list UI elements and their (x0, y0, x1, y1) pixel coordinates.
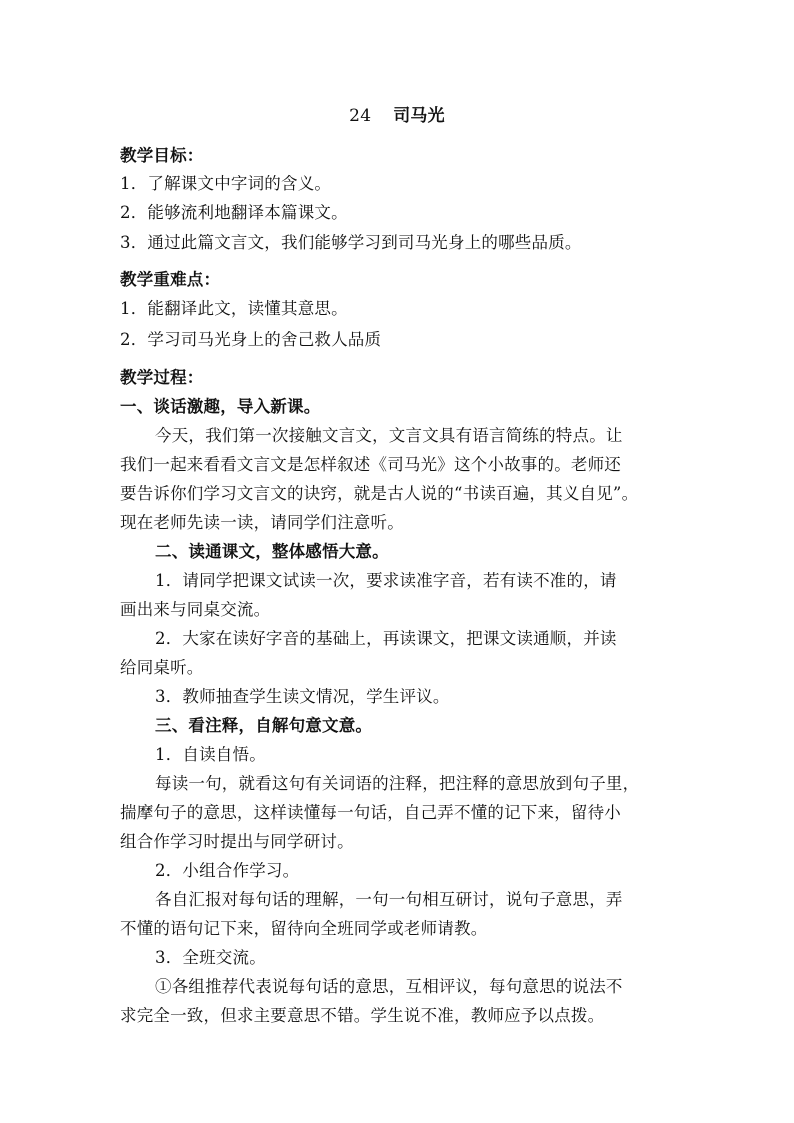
paragraph-line: 今天，我们第一次接触文言文，文言文具有语言简练的特点。让 (155, 426, 623, 445)
list-item: 3．全班交流。 (155, 948, 266, 967)
goal-item: 3．通过此篇文言文，我们能够学习到司马光身上的哪些品质。 (120, 233, 582, 252)
goals-heading: 教学目标： (120, 146, 204, 165)
goal-item: 2．能够流利地翻译本篇课文。 (120, 203, 348, 222)
paragraph-line: 揣摩句子的意思，这样读懂每一句话，自己弄不懂的记下来，留待小 (120, 803, 621, 822)
paragraph-line: 我们一起来看看文言文是怎样叙述《司马光》这个小故事的。老师还 (120, 455, 621, 474)
section-heading: 二、读通课文，整体感悟大意。 (155, 542, 389, 561)
goal-item: 1．了解课文中字词的含义。 (120, 174, 332, 193)
lesson-number: 24 (349, 106, 372, 126)
lesson-title: 司马光 (393, 106, 445, 126)
paragraph-line: 要告诉你们学习文言文的诀窍，就是古人说的“书读百遍，其义自见”。 (120, 484, 639, 503)
paragraph-line: ①各组推荐代表说每句话的意思，互相评议，每句意思的说法不 (155, 977, 623, 996)
section-heading: 三、看注释，自解句意文意。 (155, 716, 373, 735)
key-points-heading: 教学重难点： (120, 270, 221, 289)
process-heading: 教学过程： (120, 368, 204, 387)
list-item-continuation: 给同桌听。 (120, 658, 204, 677)
list-item: 1．自读自悟。 (155, 745, 266, 764)
section-heading: 一、谈话激趣，导入新课。 (120, 397, 321, 416)
list-item-continuation: 画出来与同桌交流。 (120, 600, 271, 619)
list-item: 3．教师抽查学生读文情况，学生评议。 (155, 687, 450, 706)
paragraph-line: 现在老师先读一读，请同学们注意听。 (120, 513, 404, 532)
paragraph-line: 每读一句，就看这句有关词语的注释，把注释的意思放到句子里， (155, 774, 640, 793)
page-title (0, 104, 794, 128)
key-point-item: 2．学习司马光身上的舍己救人品质 (120, 330, 382, 349)
key-point-item: 1．能翻译此文，读懂其意思。 (120, 299, 348, 318)
list-item: 2．小组合作学习。 (155, 861, 300, 880)
list-item: 2．大家在读好字音的基础上，再读课文，把课文读通顺，并读 (155, 629, 617, 648)
paragraph-line: 各自汇报对每句话的理解，一句一句相互研讨，说句子意思，弄 (155, 890, 623, 909)
list-item: 1．请同学把课文试读一次，要求读准字音，若有读不准的，请 (155, 571, 617, 590)
paragraph-line: 组合作学习时提出与同学研讨。 (120, 832, 354, 851)
paragraph-line: 不懂的语句记下来，留待向全班同学或老师请教。 (120, 919, 488, 938)
paragraph-line: 求完全一致，但求主要意思不错。学生说不准，教师应予以点拨。 (120, 1006, 605, 1025)
